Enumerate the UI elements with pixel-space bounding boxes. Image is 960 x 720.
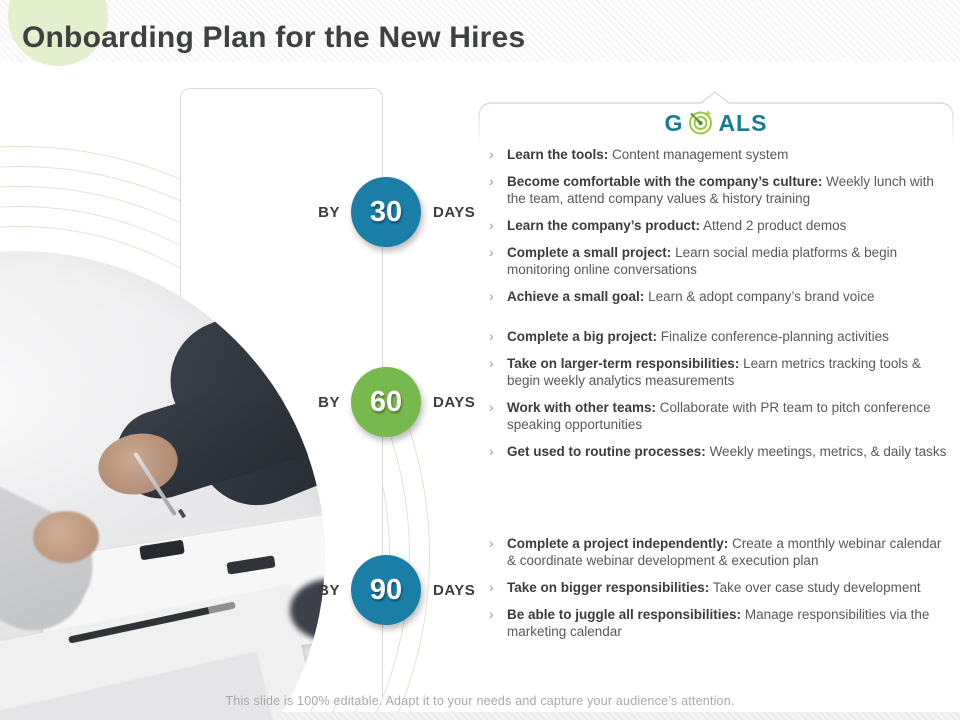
list-item: › Work with other teams: Collaborate with PR team to pitch conference speaking opportunities — [489, 399, 931, 432]
list-item: › Complete a small project: Learn social media platforms & begin monitoring online conversations — [489, 244, 898, 277]
by-label: BY — [318, 393, 340, 411]
list-item: › Complete a big project: Finalize conference-planning activities — [489, 328, 889, 344]
target-icon — [687, 109, 714, 136]
list-item: › Get used to routine processes: Weekly meetings, metrics, & daily tasks — [489, 443, 947, 459]
goals-heading-als: ALS — [718, 109, 768, 136]
footer-note: This slide is 100% editable. Adapt it to your needs and capture your audience’s attention. — [225, 694, 735, 708]
photo-pen-tip — [178, 509, 186, 519]
list-item: › Learn the tools: Content management system — [489, 146, 789, 162]
bullet-icon: › — [489, 535, 494, 551]
list-item: › Learn the company’s product: Attend 2 product demos — [489, 217, 847, 233]
bullet-icon: › — [489, 244, 494, 260]
meeting-photo — [0, 251, 325, 720]
goals-list-30-days — [487, 146, 949, 315]
list-item: › Be able to juggle all responsibilities: Manage responsibilities via the marketing calendar — [489, 606, 930, 639]
bullet-icon: › — [489, 606, 494, 622]
bullet-icon: › — [489, 217, 494, 233]
days-label: DAYS — [433, 581, 476, 599]
milestone-90-days — [298, 555, 475, 625]
photo-left-hand — [33, 511, 99, 563]
days-label: DAYS — [433, 393, 476, 411]
list-item: › Achieve a small goal: Learn & adopt company’s brand voice — [489, 288, 875, 304]
days-label: DAYS — [433, 203, 476, 221]
list-item: › Become comfortable with the company’s culture: Weekly lunch with the team, attend company values & history training — [489, 173, 934, 206]
list-item: › Take on bigger responsibilities: Take over case study development — [489, 579, 921, 595]
bullet-icon: › — [489, 173, 494, 189]
goals-heading-g: G — [664, 109, 684, 136]
goals-list-90-days — [487, 535, 949, 650]
goals-heading — [480, 109, 952, 136]
day-badge-60: 60 — [351, 367, 421, 437]
bullet-icon: › — [489, 288, 494, 304]
goals-list-60-days — [487, 328, 949, 470]
bullet-icon: › — [489, 146, 494, 162]
list-item: › Take on larger-term responsibilities: Learn metrics tracking tools & begin weekly analytics measurements — [489, 355, 921, 388]
bullet-icon: › — [489, 579, 494, 595]
page-title: Onboarding Plan for the New Hires — [22, 21, 526, 54]
by-label: BY — [318, 581, 340, 599]
by-label: BY — [318, 203, 340, 221]
bullet-icon: › — [489, 355, 494, 371]
milestone-30-days — [298, 177, 475, 247]
milestone-60-days — [298, 367, 475, 437]
day-badge-30: 30 — [351, 177, 421, 247]
list-item: › Complete a project independently: Create a monthly webinar calendar & coordinate webinar development & execution plan — [489, 535, 942, 568]
day-badge-90: 90 — [351, 555, 421, 625]
bullet-icon: › — [489, 443, 494, 459]
bullet-icon: › — [489, 399, 494, 415]
bullet-icon: › — [489, 328, 494, 344]
